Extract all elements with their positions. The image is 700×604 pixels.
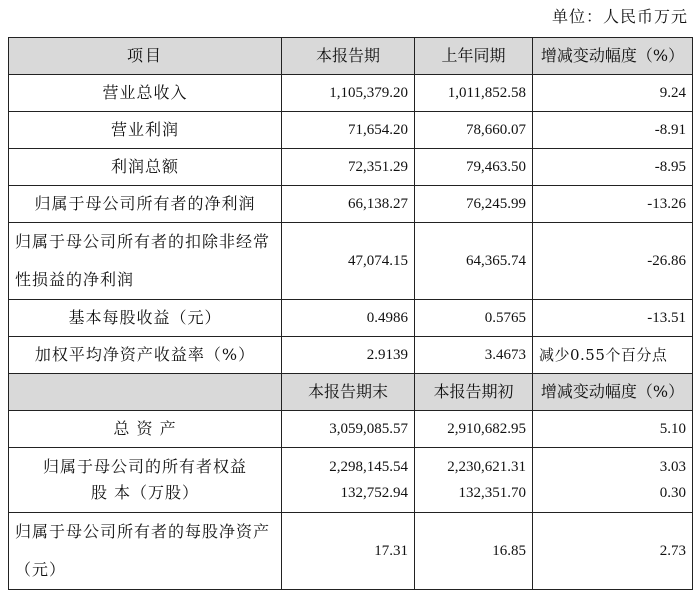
- header-row-period-end: [9, 374, 693, 411]
- table-row: [9, 513, 693, 590]
- change-value: 9.24: [533, 75, 693, 112]
- change-value: -13.51: [533, 300, 693, 337]
- row-label: 股 本（万股）: [90, 483, 200, 502]
- change-value-pair: [533, 448, 693, 513]
- row-label: 基本每股收益（元）: [9, 300, 282, 337]
- table-row-pair: [9, 448, 693, 513]
- change-value: -8.95: [533, 149, 693, 186]
- current-value: 3,059,085.57: [282, 411, 415, 448]
- row-label: 总 资 产: [9, 411, 282, 448]
- table-row: [9, 149, 693, 186]
- current-value: 0.4986: [282, 300, 415, 337]
- current-value: 71,654.20: [282, 112, 415, 149]
- financial-summary-table: [8, 37, 693, 590]
- current-value: 47,074.15: [282, 223, 415, 300]
- prior-value: 64,365.74: [415, 223, 533, 300]
- header-prior-period: 上年同期: [415, 38, 533, 75]
- current-value-pair: [282, 448, 415, 513]
- prior-value: 2,230,621.31: [447, 459, 526, 475]
- header-blank: [9, 374, 282, 411]
- prior-value: 76,245.99: [415, 186, 533, 223]
- table-row: [9, 300, 693, 337]
- prior-value: 0.5765: [415, 300, 533, 337]
- row-label: 归属于母公司所有者的每股净资产（元）: [9, 513, 282, 590]
- header-change-pct: 增减变动幅度（%）: [533, 38, 693, 75]
- header-period-end: 本报告期末: [282, 374, 415, 411]
- prior-value: 78,660.07: [415, 112, 533, 149]
- prior-value-pair: [415, 448, 533, 513]
- current-value: 17.31: [282, 513, 415, 590]
- change-value: 2.73: [533, 513, 693, 590]
- table-row: [9, 186, 693, 223]
- table-row: [9, 223, 693, 300]
- change-value: -8.91: [533, 112, 693, 149]
- row-label: 归属于母公司所有者的净利润: [9, 186, 282, 223]
- header-row: [9, 38, 693, 75]
- header-period-start: 本报告期初: [415, 374, 533, 411]
- header-change-pct: 增减变动幅度（%）: [533, 374, 693, 411]
- current-value: 1,105,379.20: [282, 75, 415, 112]
- change-value: 5.10: [533, 411, 693, 448]
- change-value: 减少0.55个百分点: [533, 337, 693, 374]
- table-row: [9, 75, 693, 112]
- row-label: 归属于母公司的所有者权益: [42, 457, 247, 476]
- row-label-pair: [9, 448, 282, 513]
- row-label: 加权平均净资产收益率（%）: [9, 337, 282, 374]
- header-item: 项目: [9, 38, 282, 75]
- current-value: 72,351.29: [282, 149, 415, 186]
- table-row: [9, 112, 693, 149]
- table-row: [9, 411, 693, 448]
- prior-value: 132,351.70: [458, 485, 526, 501]
- current-value: 132,752.94: [340, 485, 408, 501]
- prior-value: 16.85: [415, 513, 533, 590]
- current-value: 2.9139: [282, 337, 415, 374]
- change-value: -26.86: [533, 223, 693, 300]
- change-value: 0.30: [659, 485, 686, 501]
- prior-value: 3.4673: [415, 337, 533, 374]
- row-label: 营业利润: [9, 112, 282, 149]
- unit-label: 单位：人民币万元: [551, 7, 688, 26]
- current-value: 66,138.27: [282, 186, 415, 223]
- header-current-period: 本报告期: [282, 38, 415, 75]
- change-value: -13.26: [533, 186, 693, 223]
- current-value: 2,298,145.54: [329, 459, 408, 475]
- prior-value: 2,910,682.95: [415, 411, 533, 448]
- row-label: 利润总额: [9, 149, 282, 186]
- prior-value: 79,463.50: [415, 149, 533, 186]
- prior-value: 1,011,852.58: [415, 75, 533, 112]
- table-row: [9, 337, 693, 374]
- change-value: 3.03: [659, 459, 686, 475]
- row-label: 归属于母公司所有者的扣除非经常性损益的净利润: [9, 223, 282, 300]
- row-label: 营业总收入: [9, 75, 282, 112]
